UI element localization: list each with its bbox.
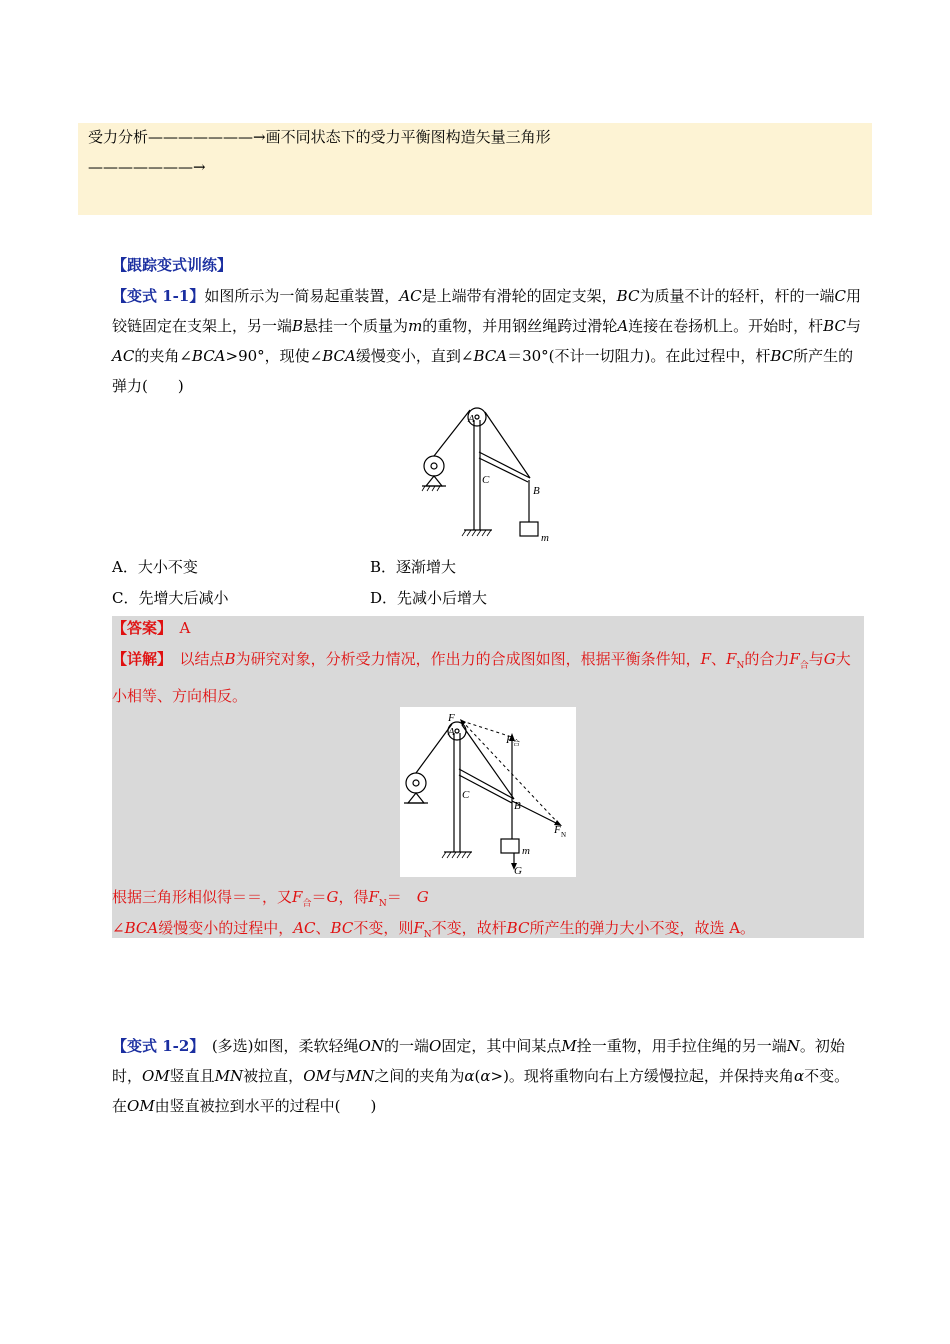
tip-line-2: ———————→ <box>88 158 206 176</box>
fig2-label-B: B <box>514 800 521 812</box>
detail-line-2: 根据三角形相似得＝＝，又$F_合=G$，得$F_N=$ G <box>112 888 429 909</box>
fig1-label-m: m <box>541 532 549 544</box>
fig2-label-G: G <box>514 865 522 877</box>
option-a: A．大小不变 <box>112 558 198 576</box>
fig1-label-B: B <box>533 485 540 497</box>
option-c: C．先增大后减小 <box>112 589 229 607</box>
fig1-label-A: A <box>468 413 475 425</box>
detail-label: 【详解】 <box>112 650 165 668</box>
fig2-label-m: m <box>522 845 530 857</box>
option-d: D．先减小后增大 <box>370 589 488 607</box>
fig2-label-F: F <box>448 712 455 724</box>
fig2-label-FN: F <box>554 824 561 836</box>
force-diagram <box>400 707 576 877</box>
tip-line-1: 受力分析———————→画不同状态下的受力平衡图构造矢量三角形 <box>88 128 551 146</box>
fig1-label-C: C <box>482 474 490 486</box>
answer-value: A <box>179 619 191 637</box>
question-2-label: 【变式 1-2】 <box>112 1037 197 1055</box>
fig2-label-C: C <box>462 789 470 801</box>
fig2-label-Fhe: F <box>506 734 513 746</box>
question-1: 【变式 1-1】如图所示为一简易起重装置，AC是上端带有滑轮的固定支架，BC为质量不计的轻杆，杆的一端C用铰链固定在支架上，另一端B悬挂一个质量为m的重物，并用钢丝绳跨过滑轮A连接在卷扬机上。开始时，杆BC与AC的夹角∠BCA>90°，现使∠BCA缓慢变小，直到∠BCA＝30°(不计一切阻力)。在此过程中，杆BC所产生的弹力( ) <box>112 287 861 395</box>
answer-line <box>112 613 864 643</box>
question-2: 【变式 1-2】 (多选)如图，柔软轻绳ON的一端O固定，其中间某点M拴一重物，用手拉住绳的另一端N。初始时，OM竖直且MN被拉直，OM与MN之间的夹角为α(α>)。现将重物向右上方缓慢拉起，并保持夹角α不变。在OM由竖直被拉到水平的过程中( ) <box>112 1037 850 1115</box>
fig2-label-N: N <box>561 831 567 839</box>
question-1-label: 【变式 1-1】 <box>112 287 205 305</box>
section-title: 【跟踪变式训练】 <box>112 256 233 274</box>
option-b: B．逐渐增大 <box>370 558 457 576</box>
detail-line-3: ∠BCA缓慢变小的过程中，AC、BC不变，则$F_N$不变，故杆BC所产生的弹力大小不变，故选 A。 <box>112 919 756 940</box>
fig2-label-A: A <box>448 726 455 738</box>
crane-figure <box>412 402 562 547</box>
tip-box <box>78 123 872 215</box>
fig2-label-he: 合 <box>513 739 520 747</box>
answer-box <box>112 616 864 938</box>
detail-text: 【详解】 以结点B为研究对象，分析受力情况，作出力的合成图如图，根据平衡条件知，F、$F_N$的合力$F_合$与G大小相等、方向相反。 <box>112 650 851 705</box>
answer-label: 【答案】 <box>112 619 165 637</box>
